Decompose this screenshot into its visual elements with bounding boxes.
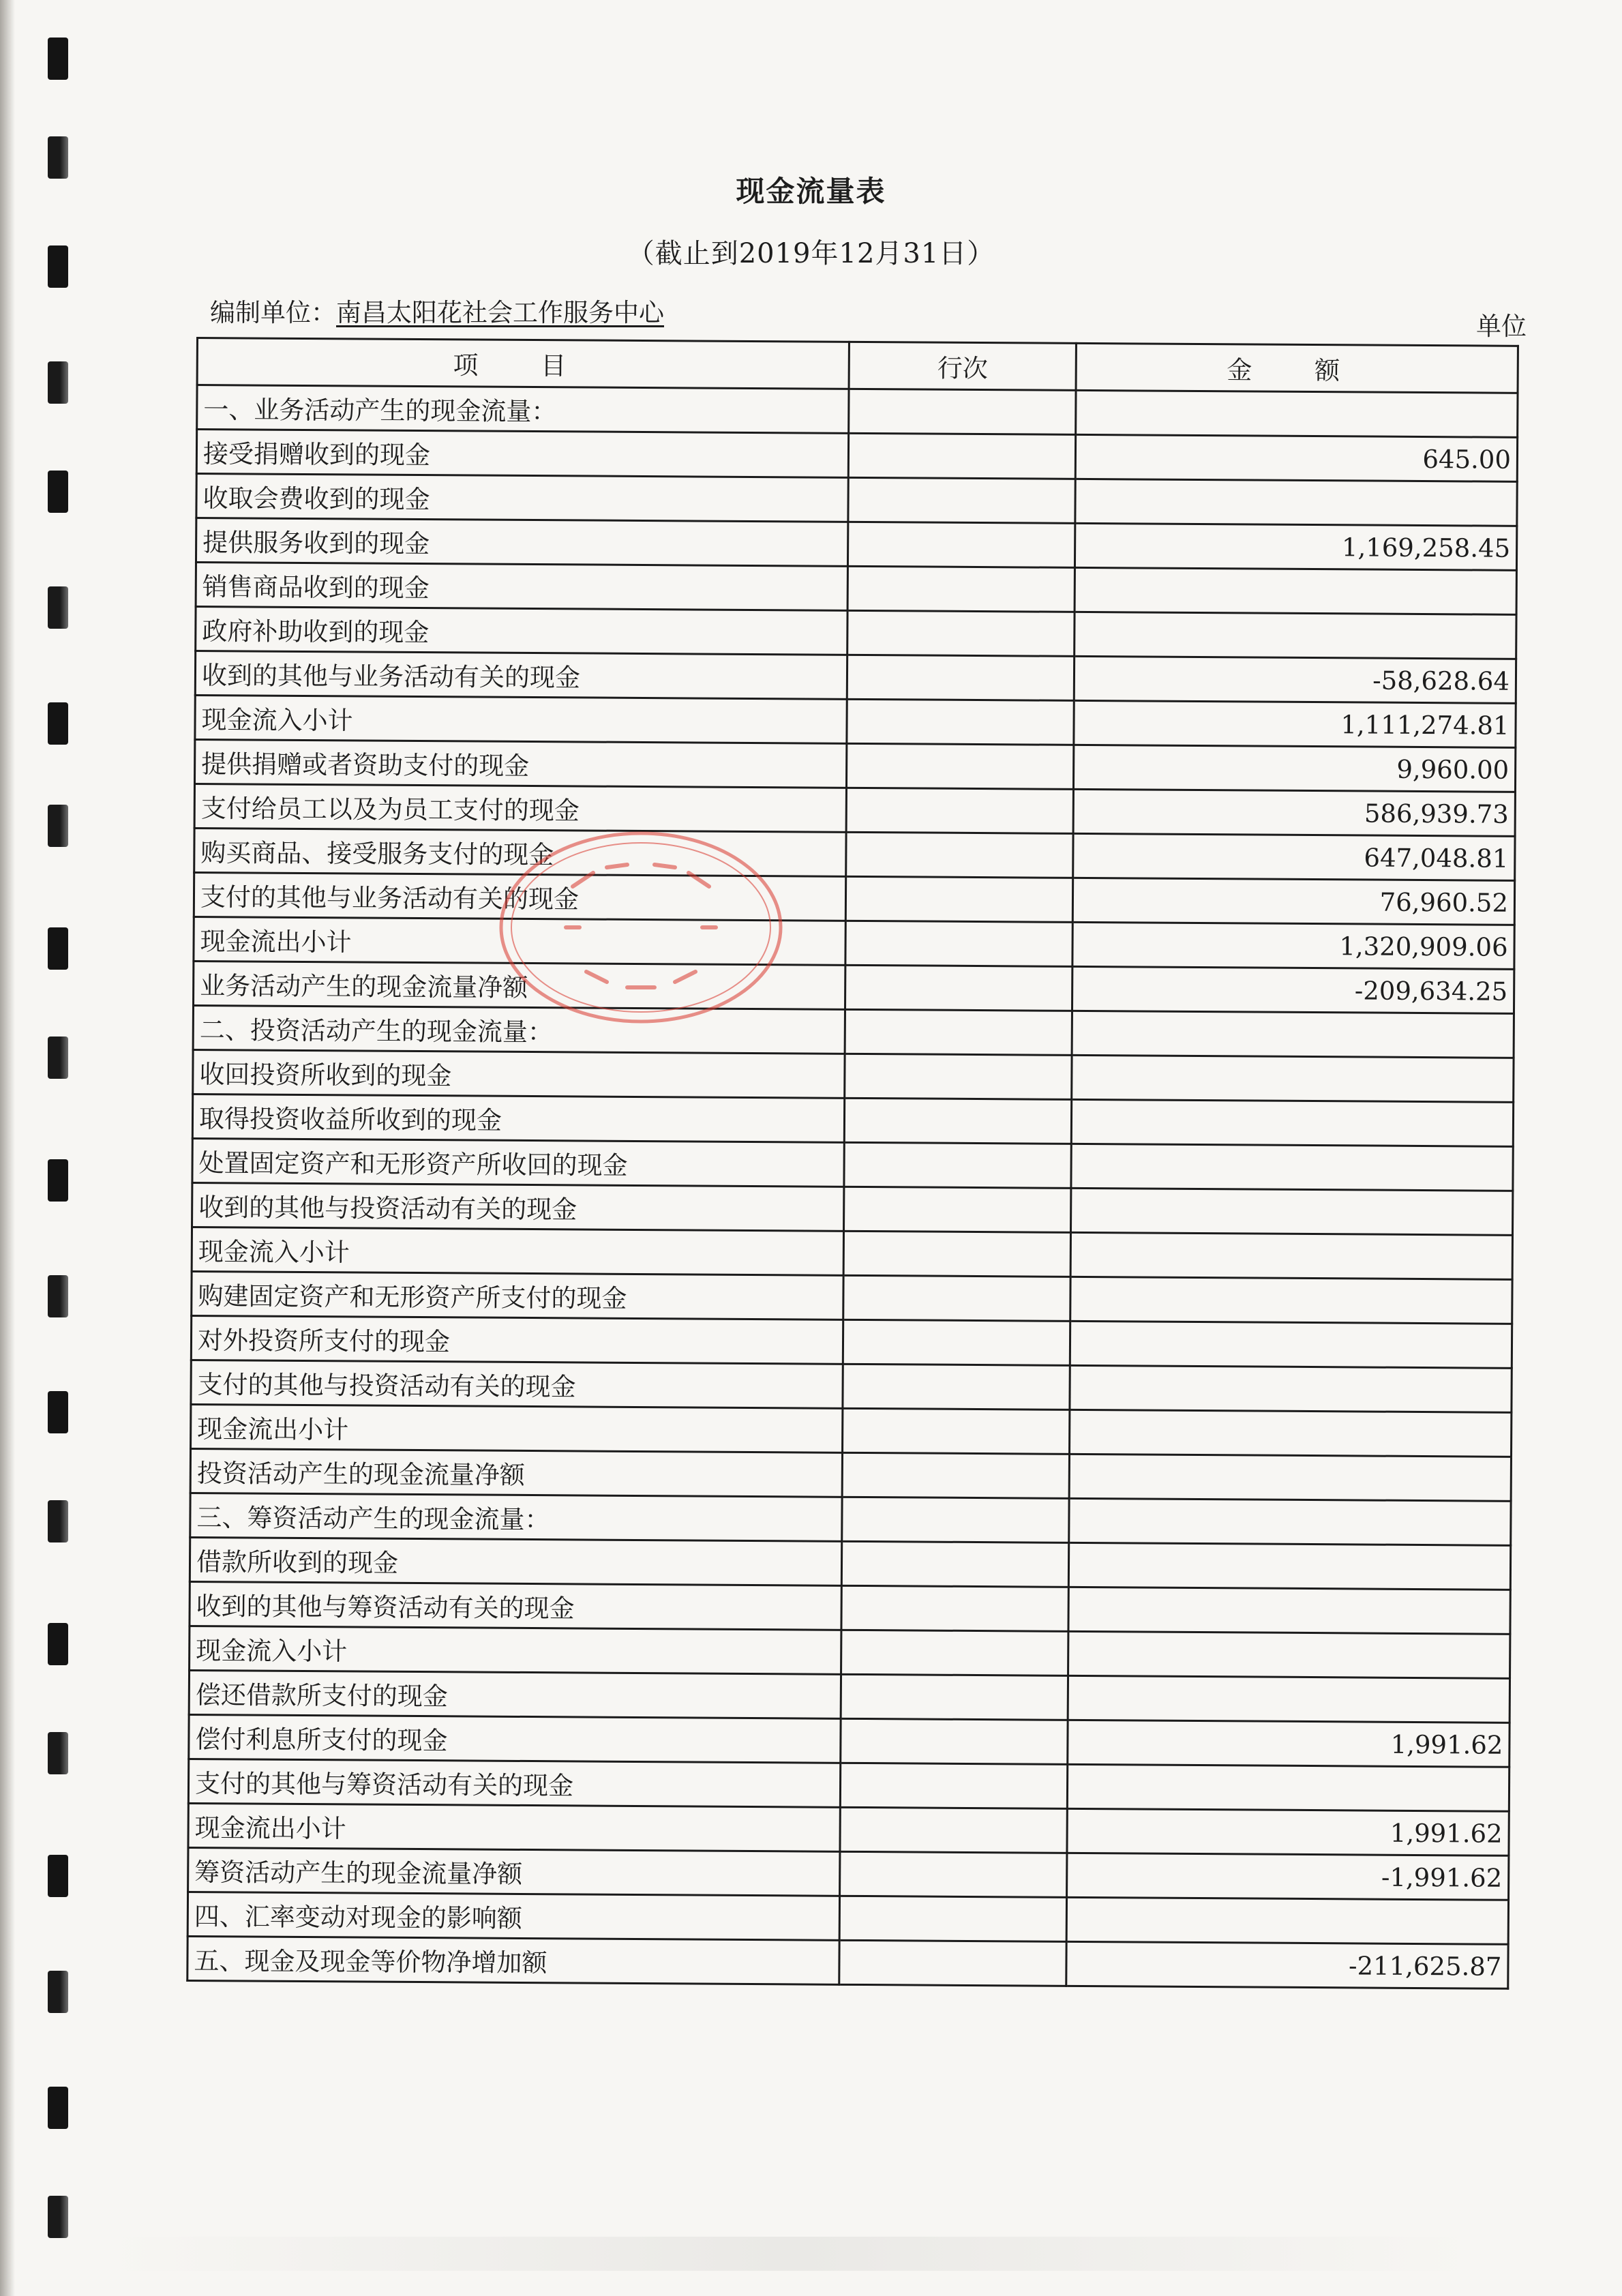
table-row — [191, 1360, 1512, 1412]
row-line-no — [846, 788, 1073, 833]
row-amount — [1070, 1232, 1512, 1279]
row-amount — [1076, 390, 1518, 437]
row-amount: 586,939.73 — [1073, 789, 1515, 836]
table-row — [194, 961, 1514, 1013]
row-amount — [1068, 1675, 1510, 1723]
row-item-label: 投资活动产生的现金流量净额 — [190, 1448, 842, 1497]
prepared-by — [210, 292, 664, 329]
row-item-label: 处置固定资产和无形资产所收回的现金 — [192, 1138, 844, 1187]
table-row — [197, 385, 1518, 438]
row-item-label: 业务活动产生的现金流量净额 — [194, 961, 845, 1009]
binding-hole — [48, 1971, 68, 2013]
row-line-no — [845, 1054, 1072, 1099]
row-amount — [1068, 1542, 1510, 1590]
scan-smudge — [109, 2237, 1473, 2271]
row-item-label: 提供服务收到的现金 — [196, 518, 847, 567]
row-line-no — [848, 433, 1075, 479]
table-row — [196, 607, 1516, 659]
row-amount — [1070, 1410, 1512, 1457]
row-item-label: 接受捐赠收到的现金 — [196, 430, 848, 478]
row-item-label: 三、筹资活动产生的现金流量： — [190, 1493, 842, 1541]
table-row — [194, 739, 1515, 792]
table-row — [195, 651, 1516, 704]
table-row — [196, 563, 1516, 615]
binding-hole — [48, 1391, 68, 1433]
table-row — [192, 1271, 1512, 1324]
row-item-label: 现金流入小计 — [195, 695, 847, 743]
table-row — [188, 1759, 1509, 1811]
row-line-no — [841, 1674, 1068, 1720]
binding-edge — [0, 0, 89, 2296]
row-line-no — [840, 1763, 1067, 1808]
row-line-no — [847, 743, 1074, 789]
row-item-label: 现金流出小计 — [188, 1803, 840, 1851]
row-item-label: 对外投资所支付的现金 — [191, 1315, 843, 1364]
table-row — [190, 1581, 1510, 1634]
table-row — [193, 1049, 1514, 1102]
document-title: 现金流量表 — [736, 175, 886, 208]
document-date-range: （截止到2019年12月31日） — [627, 238, 995, 269]
header-amount: 金 额 — [1076, 343, 1518, 393]
row-line-no — [843, 1320, 1070, 1365]
row-amount — [1072, 1011, 1514, 1058]
row-line-no — [839, 1940, 1066, 1986]
binding-hole — [48, 361, 68, 404]
row-item-label: 取得投资收益所收到的现金 — [192, 1094, 844, 1142]
table-row — [194, 872, 1514, 925]
row-amount — [1071, 1188, 1513, 1235]
row-line-no — [844, 1187, 1071, 1232]
row-amount: 9,960.00 — [1074, 745, 1516, 792]
binding-hole — [48, 2196, 68, 2238]
table-row — [192, 1182, 1513, 1235]
prepared-by-label: 编制单位： — [210, 298, 336, 327]
table-row — [194, 828, 1515, 880]
row-item-label: 一、业务活动产生的现金流量： — [197, 385, 849, 434]
row-amount: 1,111,274.81 — [1074, 700, 1516, 747]
row-amount — [1071, 1099, 1513, 1146]
binding-hole — [48, 471, 68, 513]
table-row — [190, 1626, 1510, 1678]
binding-hole — [48, 1623, 68, 1665]
row-item-label: 购买商品、接受服务支付的现金 — [194, 828, 846, 876]
row-item-label: 现金流出小计 — [191, 1404, 843, 1452]
row-line-no — [847, 566, 1075, 612]
table-row — [192, 1094, 1513, 1146]
row-amount — [1070, 1277, 1512, 1324]
row-line-no — [841, 1585, 1068, 1631]
row-line-no — [845, 965, 1072, 1011]
row-item-label: 五、现金及现金等价物净增加额 — [187, 1936, 839, 1984]
table-row — [192, 1227, 1512, 1279]
row-line-no — [840, 1851, 1067, 1897]
row-line-no — [844, 1142, 1071, 1188]
row-amount — [1075, 479, 1517, 526]
table-row — [187, 1892, 1508, 1944]
row-line-no — [841, 1541, 1068, 1587]
row-amount: -211,625.87 — [1066, 1941, 1508, 1988]
table-row — [195, 695, 1516, 747]
table-row — [190, 1537, 1510, 1590]
row-amount: 1,320,909.06 — [1072, 922, 1514, 969]
row-line-no — [848, 477, 1075, 523]
binding-hole — [48, 38, 68, 80]
row-amount — [1075, 567, 1516, 614]
header-line-no: 行次 — [849, 342, 1076, 390]
row-line-no — [849, 389, 1076, 434]
row-amount — [1070, 1365, 1512, 1412]
row-item-label: 收到的其他与投资活动有关的现金 — [192, 1182, 844, 1231]
table-row — [190, 1448, 1511, 1501]
binding-hole — [48, 1500, 68, 1542]
row-item-label: 政府补助收到的现金 — [196, 607, 847, 655]
binding-hole — [48, 1159, 68, 1202]
table-header-row — [197, 338, 1518, 393]
row-item-label: 支付给员工以及为员工支付的现金 — [194, 784, 846, 832]
row-item-label: 现金流出小计 — [194, 916, 845, 965]
binding-hole — [48, 1732, 68, 1774]
table-row — [191, 1404, 1512, 1457]
row-item-label: 支付的其他与筹资活动有关的现金 — [188, 1759, 840, 1807]
row-item-label: 收回投资所收到的现金 — [193, 1049, 845, 1098]
row-amount: 645.00 — [1075, 434, 1517, 481]
row-line-no — [841, 1630, 1068, 1675]
row-amount: 1,991.62 — [1067, 1808, 1509, 1855]
row-amount — [1068, 1631, 1510, 1678]
row-amount — [1075, 612, 1516, 659]
row-item-label: 四、汇率变动对现金的影响额 — [187, 1892, 839, 1940]
organization-name: 南昌太阳花社会工作服务中心 — [336, 298, 664, 327]
row-amount — [1066, 1897, 1508, 1944]
row-amount — [1072, 1055, 1514, 1102]
row-line-no — [839, 1896, 1066, 1941]
row-item-label: 购建固定资产和无形资产所支付的现金 — [192, 1271, 843, 1320]
row-amount — [1071, 1144, 1513, 1191]
page-shadow — [0, 0, 15, 2296]
row-line-no — [845, 921, 1072, 966]
row-item-label: 支付的其他与业务活动有关的现金 — [194, 872, 845, 921]
row-line-no — [843, 1364, 1070, 1410]
row-item-label: 销售商品收到的现金 — [196, 563, 847, 611]
row-item-label: 提供捐赠或者资助支付的现金 — [194, 739, 846, 788]
row-amount — [1068, 1587, 1510, 1634]
row-item-label: 收取会费收到的现金 — [196, 474, 848, 522]
cash-flow-table — [186, 337, 1519, 1990]
binding-hole — [48, 702, 68, 745]
row-item-label: 筹资活动产生的现金流量净额 — [188, 1847, 840, 1896]
row-item-label: 偿付利息所支付的现金 — [189, 1714, 841, 1763]
row-line-no — [845, 876, 1072, 922]
row-line-no — [842, 1452, 1069, 1498]
row-item-label: 借款所收到的现金 — [190, 1537, 841, 1585]
row-line-no — [847, 699, 1074, 745]
row-amount — [1067, 1764, 1509, 1811]
row-item-label: 偿还借款所支付的现金 — [189, 1670, 841, 1718]
row-line-no — [843, 1275, 1070, 1321]
row-line-no — [847, 655, 1074, 700]
table-row — [188, 1847, 1509, 1900]
table-row — [190, 1493, 1511, 1545]
row-line-no — [845, 1009, 1072, 1055]
table-row — [196, 518, 1516, 571]
row-item-label: 支付的其他与投资活动有关的现金 — [191, 1360, 843, 1408]
table-row — [196, 430, 1517, 482]
row-amount — [1069, 1498, 1511, 1545]
table-body — [187, 385, 1518, 1989]
table-row — [194, 784, 1515, 836]
row-amount: -58,628.64 — [1074, 656, 1516, 703]
binding-hole — [48, 927, 68, 970]
table-row — [189, 1714, 1510, 1767]
row-line-no — [843, 1408, 1070, 1454]
table-row — [194, 916, 1514, 969]
row-line-no — [846, 832, 1073, 878]
table-row — [192, 1138, 1513, 1191]
row-amount: -209,634.25 — [1072, 966, 1514, 1013]
row-amount: 1,169,258.45 — [1075, 523, 1517, 570]
binding-hole — [48, 586, 68, 629]
row-amount — [1070, 1321, 1512, 1368]
table-row — [188, 1803, 1509, 1855]
row-item-label: 二、投资活动产生的现金流量： — [193, 1005, 845, 1054]
table-row — [187, 1936, 1508, 1988]
row-item-label: 现金流入小计 — [190, 1626, 841, 1674]
row-item-label: 现金流入小计 — [192, 1227, 843, 1275]
unit-label: 单位 — [1476, 312, 1527, 341]
table-row — [193, 1005, 1514, 1058]
table-row — [189, 1670, 1510, 1723]
row-line-no — [844, 1098, 1071, 1144]
header-item: 项 目 — [197, 338, 849, 389]
table-row — [196, 474, 1517, 526]
row-line-no — [848, 522, 1075, 567]
row-line-no — [842, 1497, 1069, 1542]
table-row — [191, 1315, 1512, 1368]
binding-hole — [48, 1855, 68, 1897]
row-amount: 647,048.81 — [1073, 833, 1515, 880]
row-amount: 1,991.62 — [1068, 1720, 1510, 1767]
row-line-no — [841, 1718, 1068, 1764]
binding-hole — [48, 1037, 68, 1079]
row-line-no — [847, 610, 1075, 656]
row-amount — [1069, 1454, 1511, 1501]
binding-hole — [48, 2087, 68, 2129]
row-item-label: 收到的其他与筹资活动有关的现金 — [190, 1581, 841, 1630]
binding-hole — [48, 805, 68, 847]
binding-hole — [48, 1275, 68, 1317]
row-item-label: 收到的其他与业务活动有关的现金 — [195, 651, 847, 700]
row-amount: -1,991.62 — [1067, 1853, 1509, 1900]
row-line-no — [843, 1231, 1070, 1277]
row-amount: 76,960.52 — [1072, 878, 1514, 925]
row-line-no — [840, 1807, 1067, 1853]
